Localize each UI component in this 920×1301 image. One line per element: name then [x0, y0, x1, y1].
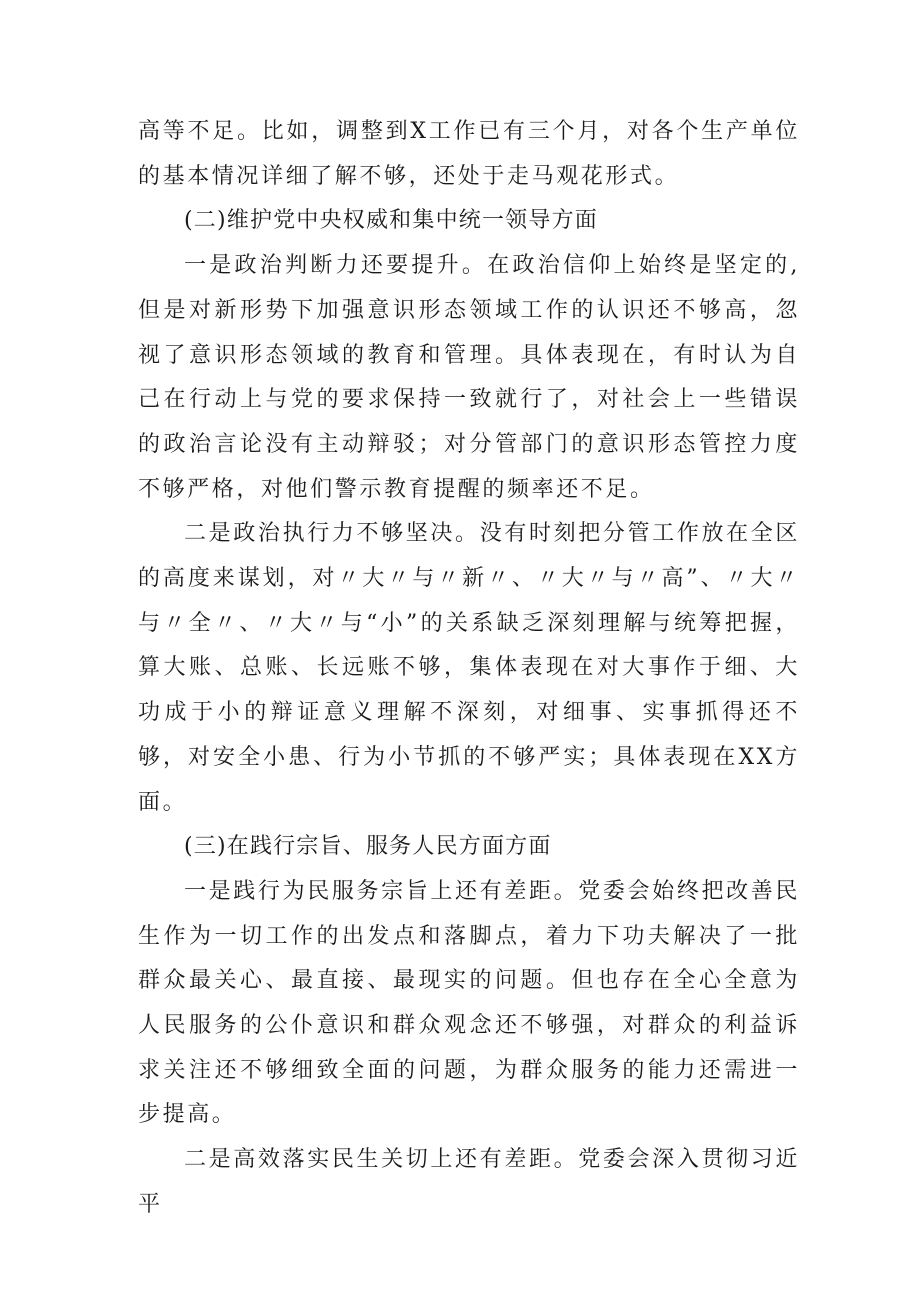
paragraph-serving-people: 一是践行为民服务宗旨上还有差距。党委会始终把改善民生作为一切工作的出发点和落脚点，着力下功夫解决了一批群众最关心、最直接、最现实的问题。但也存在全心全意为人民服务的公仆意识和群众观念还不够强，对群众的利益诉求关注还不够细致全面的问题，为群众服务的能力还需进一步提高。	[138, 878, 800, 1128]
section-heading-2: (二)维护党中央权威和集中统一领导方面	[184, 208, 598, 234]
paragraph-political-judgment: 一是政治判断力还要提升。在政治信仰上始终是坚定的,但是对新形势下加强意识形态领域工作的认识还不够高，忽视了意识形态领域的教育和管理。具体表现在，有时认为自己在行动上与党的要求保持一致就行了，对社会上一些错误的政治言论没有主动辩驳；对分管部门的意识形态管控力度不够严格，对他们警示教育提醒的频率还不足。	[138, 253, 800, 502]
paragraph-continuation: 高等不足。比如，调整到X工作已有三个月，对各个生产单位的基本情况详细了解不够，还处于走马观花形式。	[138, 119, 800, 189]
section-heading-3: (三)在践行宗旨、服务人民方面方面	[184, 834, 552, 860]
paragraph-livelihood: 二是高效落实民生关切上还有差距。党委会深入贯彻习近平	[138, 1147, 800, 1217]
paragraph-political-execution: 二是政治执行力不够坚决。没有时刻把分管工作放在全区的高度来谋划，对〃大〃与〃新〃、〃大〃与〃高”、〃大〃与〃全〃、〃大〃与“小”的关系缺乏深刻理解与统筹把握，算大账、总账、长远账不够，集体表现在对大事作于细、大功成于小的辩证意义理解不深刻，对细事、实事抓得还不够，对安全小患、行为小节抓的不够严实；具体表现在XX方面。	[138, 521, 800, 815]
document-body	[138, 110, 800, 1228]
